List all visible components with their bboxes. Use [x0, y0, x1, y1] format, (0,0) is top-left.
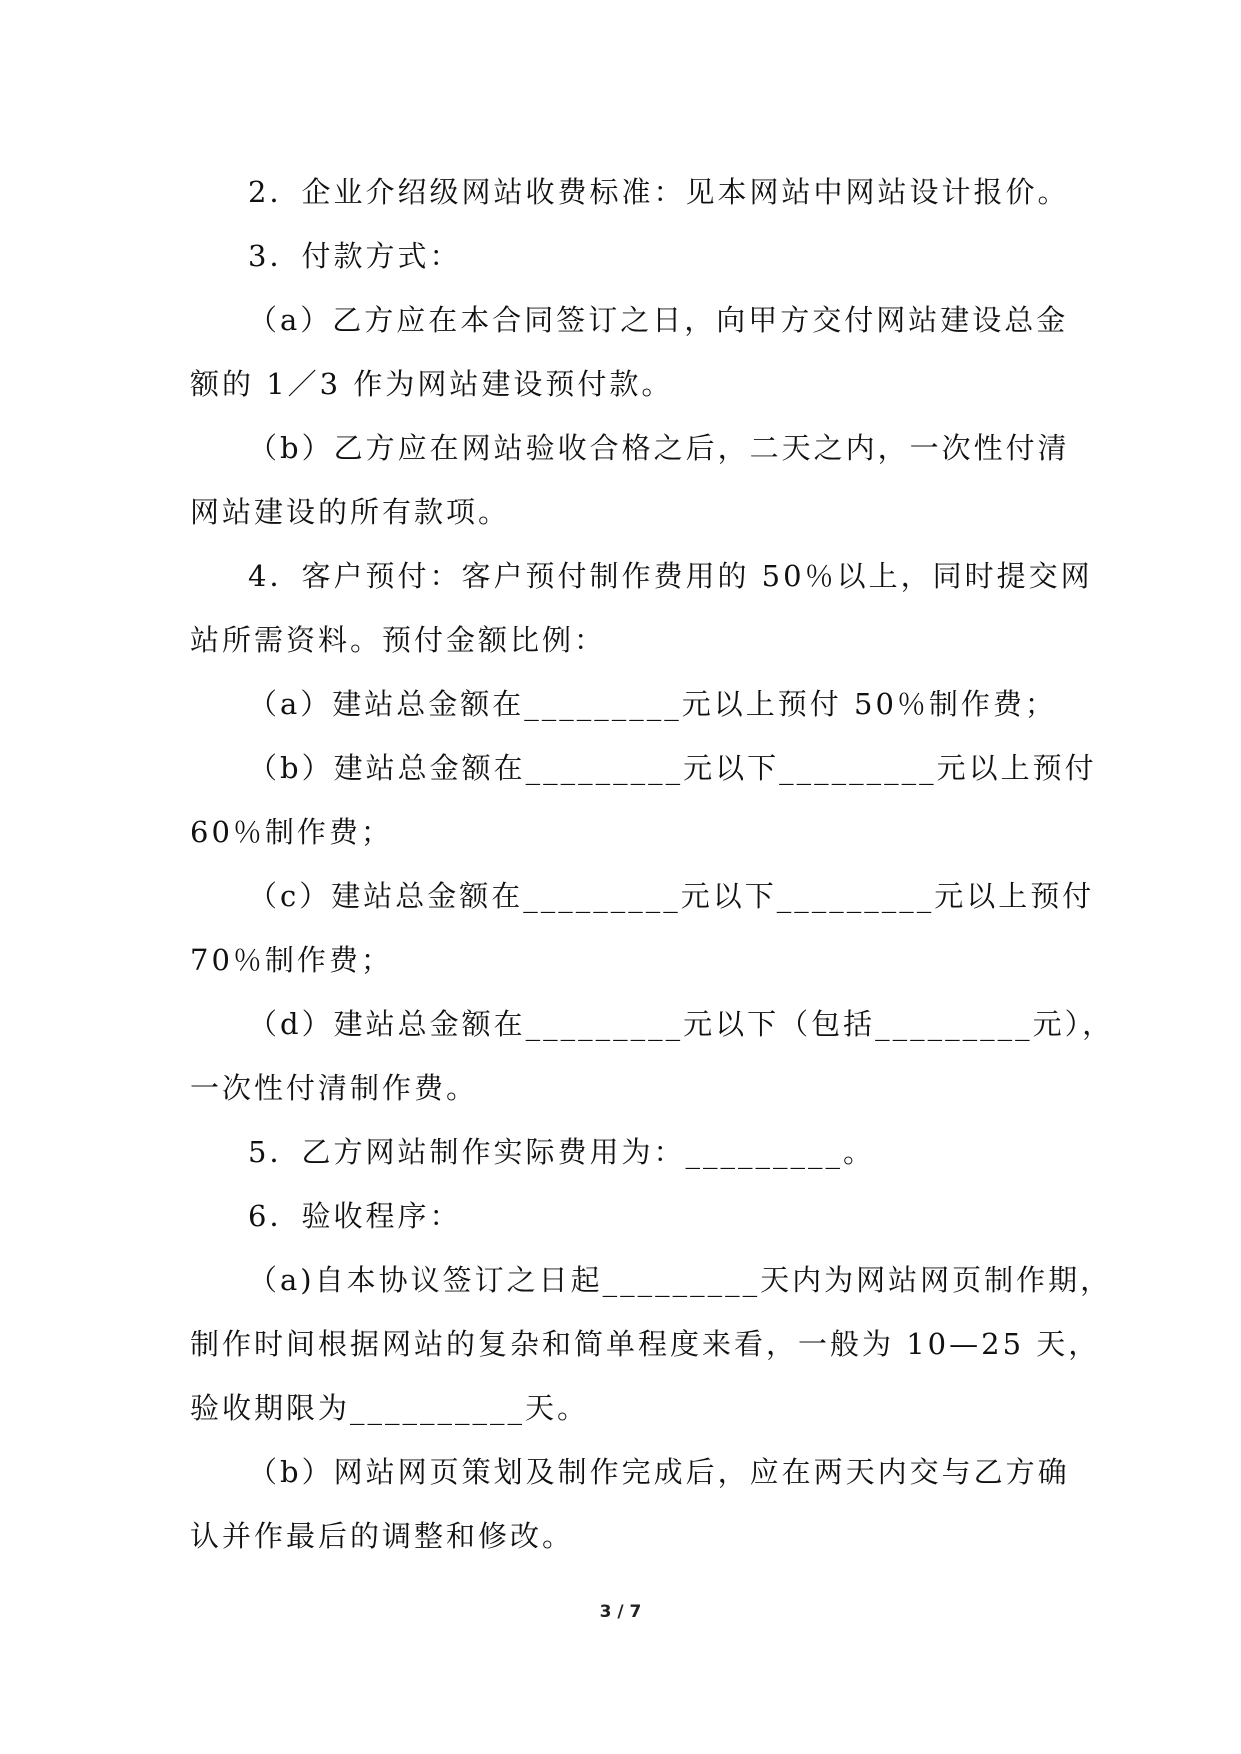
paragraph-acceptance-a-line3: 验收期限为__________天。: [190, 1391, 590, 1425]
paragraph-prepay-d-line2: 一次性付清制作费。: [190, 1071, 479, 1105]
paragraph-prepay-d-line1: （d）建站总金额在_________元以下（包括_________元），: [248, 1007, 1115, 1041]
paragraph-payment-b-line2: 网站建设的所有款项。: [190, 495, 511, 529]
paragraph-acceptance-b-line1: （b）网站网页策划及制作完成后，应在两天内交与乙方确: [248, 1455, 1070, 1489]
contract-body: [190, 160, 1115, 1568]
paragraph-acceptance-procedure: 6．验收程序：: [248, 1199, 462, 1233]
paragraph-payment-a-line2: 额的 1／3 作为网站建设预付款。: [190, 367, 674, 401]
paragraph-prepay-b-line1: （b）建站总金额在_________元以下_________元以上预付: [248, 751, 1097, 785]
paragraph-actual-cost: 5．乙方网站制作实际费用为：_________。: [248, 1135, 875, 1169]
paragraph-acceptance-a-line2: 制作时间根据网站的复杂和简单程度来看，一般为 10—25 天，: [190, 1327, 1101, 1361]
page-number: 3 / 7: [599, 1602, 642, 1622]
paragraph-payment-a-line1: （a）乙方应在本合同签订之日，向甲方交付网站建设总金: [248, 303, 1069, 337]
paragraph-prepay-b-line2: 60％制作费；: [190, 815, 393, 849]
paragraph-fee-standard: 2．企业介绍级网站收费标准：见本网站中网站设计报价。: [248, 175, 1070, 209]
paragraph-prepay-line2: 站所需资料。预付金额比例：: [190, 623, 607, 657]
paragraph-acceptance-b-line2: 认并作最后的调整和修改。: [190, 1519, 575, 1553]
paragraph-prepay-line1: 4．客户预付：客户预付制作费用的 50％以上，同时提交网: [248, 559, 1093, 593]
paragraph-acceptance-a-line1: （a)自本协议签订之日起_________天内为网站网页制作期，: [248, 1263, 1113, 1297]
paragraph-prepay-a: （a）建站总金额在_________元以上预付 50％制作费；: [248, 687, 1057, 721]
paragraph-prepay-c-line2: 70％制作费；: [190, 943, 393, 977]
paragraph-prepay-c-line1: （c）建站总金额在_________元以下_________元以上预付: [248, 879, 1095, 913]
paragraph-payment-b-line1: （b）乙方应在网站验收合格之后，二天之内，一次性付清: [248, 431, 1070, 465]
paragraph-payment-method: 3．付款方式：: [248, 239, 462, 273]
